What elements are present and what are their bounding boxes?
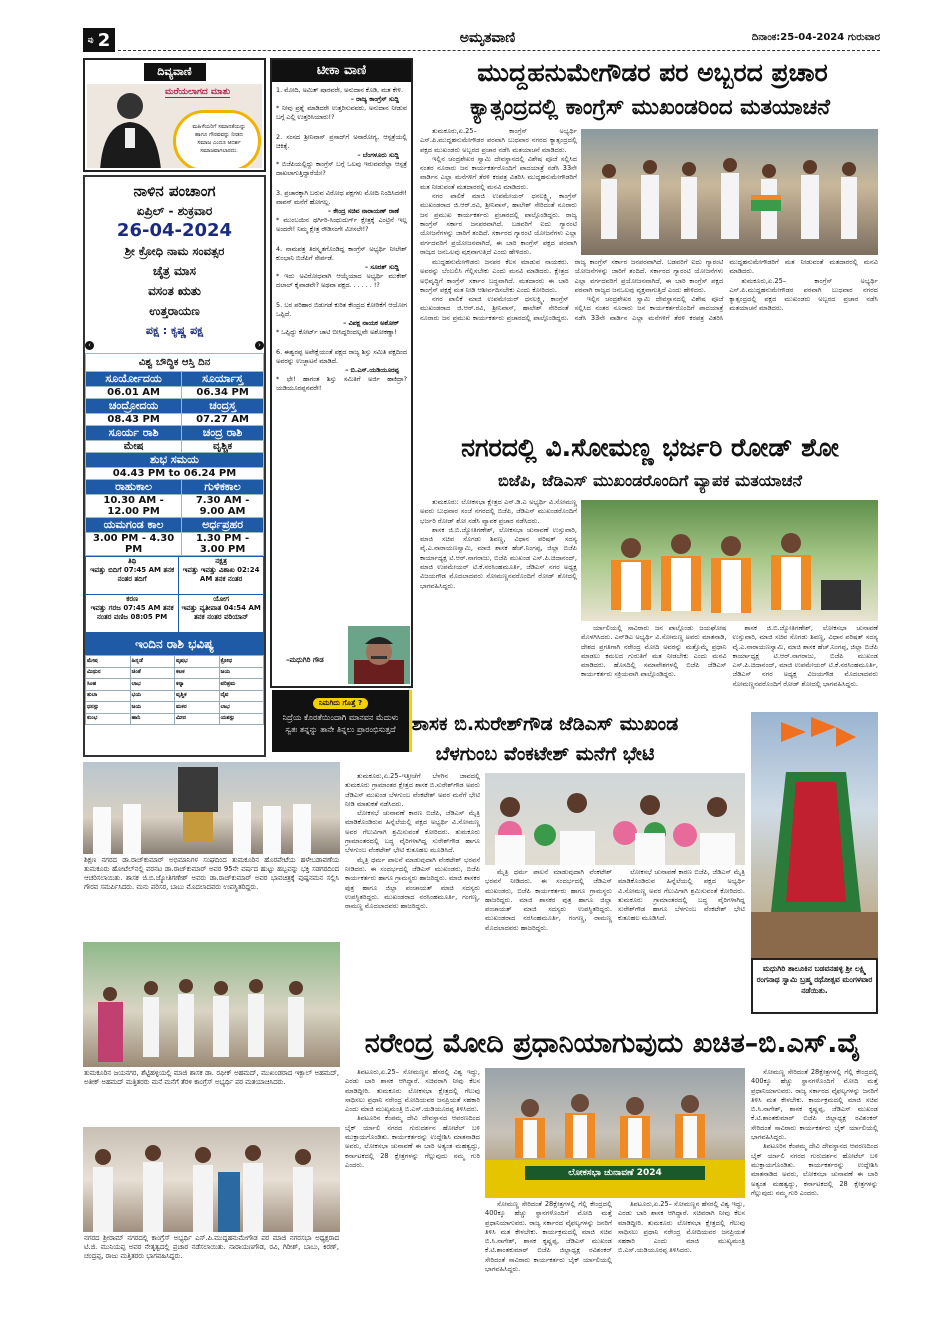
moonset-time: 07.27 AM	[182, 414, 264, 426]
ardha-label: ಅರ್ಧಪ್ರಹರ	[182, 518, 264, 533]
ayana: ಉತ್ತರಾಯಣ	[149, 304, 200, 318]
rahu-label: ರಾಹುಕಾಲ	[86, 480, 182, 495]
article2-body-cont: ರ್ಯಾಲಿಯಲ್ಲಿ ಸಾವಿರಾರು ಜನ ಪಾಲ್ಗೊಂಡು ಜಯಘೋಷ ಮೊಳಗಿಸಿದರು. ಎನ್‌ಡಿಎ ಅಭ್ಯರ್ಥಿ ವಿ.ಸೋಮಣ್ಣ ಅವರು ಮಾತನಾಡಿ, ದೇಶದ ಪ್ರಗತಿಗಾಗಿ ನರೇಂದ್ರ ಮೋದಿ ಅವರನ್ನು ಮತ್ತೊಮ್ಮೆ ಪ್ರಧಾನಿ ಮಾಡಲು ಕಮಲದ ಗುರುತಿಗೆ ಮತ ನೀಡಬೇಕು ಎಂದು ಮನವಿ ಮಾಡಿದರು. ಹೊಸದಿಲ್ಲಿ ಸಮಾವೇಶಗಳಲ್ಲಿ ಬಿಜೆಪಿ ಜೆಡಿಎಸ್ ಕಾರ್ಯಕರ್ತರು ಸಕ್ರಿಯವಾಗಿ ಪಾಲ್ಗೊಂಡಿದ್ದರು. ಶಾಸಕ ಜಿ.ಬಿ.ಜ್ಯೋತಿಗಣೇಶ್, ಲೋಕಸಭಾ ಚುನಾವಣೆ ಉಸ್ತುವಾರಿ, ಮಾಜಿ ಸಚಿವ ಸೊಗಡು ಶಿವಣ್ಣ, ವಿಧಾನ ಪರಿಷತ್ ಸದಸ್ಯ ವೈ.ಎ.ನಾರಾಯಣಸ್ವಾಮಿ, ಮಾಜಿ ಶಾಸಕ ಹೆಚ್.ನಿಂಗಪ್ಪ, ಜಿಲ್ಲಾ ಬಿಜೆಪಿ ಕಾರ್ಯಾಧ್ಯಕ್ಷ ಟಿ.ಆರ್.ನಾಗರಾಜು, ಬಿಜೆಪಿ ಮುಖಂಡ ಎಸ್.ಪಿ.ಚಿದಾನಂದ್, ಮಾಜಿ ಉಪಮೇಯರ್ ಟಿ.ಕೆ.ನರಸಿಂಹಮೂರ್ತಿ, ಜೆಡಿಎಸ್ ನಗರ ಅಧ್ಯಕ್ಷ ವಿಜಯಗೌಡ ಮೊದಲಾದವರು ಸೋಮಣ್ಣನವರೊಂದಿಗೆ ರೋಡ್ ಶೋದಲ್ಲಿ ಭಾಗವಹಿಸಿದ್ದರು.	[581, 624, 878, 688]
chariot-festival-photo	[751, 712, 878, 958]
rashi-title: ಇಂದಿನ ರಾಶಿ ಭವಿಷ್ಯ	[85, 633, 264, 655]
chandra-rashi-label: ಚಂದ್ರ ರಾಶಿ	[182, 426, 264, 441]
campaign-photo-left	[83, 942, 340, 1067]
rashi-cell: ಜಯ	[130, 702, 175, 714]
sunrise-time: 06.01 AM	[86, 387, 182, 399]
rashi-cell: ಮೇಷ	[86, 656, 131, 668]
rashi-cell: ಹಾನಿ	[130, 713, 175, 725]
moonset-label: ಚಂದ್ರಸ್ತ	[182, 399, 264, 414]
quote-card	[87, 84, 262, 168]
rashi-cell: ಕುಂಭ	[86, 713, 131, 725]
portrait-image	[95, 84, 165, 168]
teeka-quote: 4. ನಾಮಪತ್ರ ತಿರಸ್ಕೃತಗೊಂಡಿದ್ದ ಕಾಂಗ್ರೆಸ್ ಅಭ್ಯರ್ಥಿ ನೀಲೇಶ್ ಕುಂಭಾನಿ ಬಿಜೆಪಿಗೆ ಸೇರ್ಪಡೆ.	[276, 245, 407, 262]
page-number: ಪು 2	[83, 28, 115, 52]
teeka-quote: 2. ಸಂಸದ ಶ್ರೀನಿವಾಸ್ ಪ್ರಸಾದ್‌ಗೆ ಅನಾರೋಗ್ಯ, ಆಸ್ಪತ್ರೆಯಲ್ಲಿ ಚಿಕಿತ್ಸೆ.	[276, 133, 407, 150]
paksha: ಪಕ್ಷ : ಕೃಷ್ಣ ಪಕ್ಷ	[145, 324, 204, 337]
ritu: ವಸಂತ ಋತು	[148, 284, 201, 298]
karana-label: ಕರಣ	[126, 595, 139, 603]
teeka-quote: 6. ಈಶ್ವರಪ್ಪ ಅಪೇಕ್ಷೆಯಂತೆ ಪಕ್ಷದ ರಾಜ್ಯ ಶಿಸ್ತು ಸಮಿತಿ ಪಕ್ಷದಿಂದ ಅವರನ್ನು ಉಚ್ಛಾಟನೆ ಮಾಡಿದೆ.	[276, 348, 407, 365]
quote-text: ಮಹಿಳೆಯರಿಗೆ ಸಮಾನತೆಯನ್ನು ಹಾಗೂ ಗೌರವವನ್ನು ನೀಡದ ಸಮಾಜ ಎಂದೂ ಆದರ್ಶ ಸಮಾಜವಾಗಲಾರದು.	[173, 110, 261, 168]
header-divider	[118, 50, 880, 51]
yoga-value: ಇವತ್ತು ವ್ಯತೀಪಾತ 04:54 AM ತನಕ ನಂತರ ವರಿಯಾನ್	[181, 604, 261, 621]
campaign-photo-left-2	[83, 1127, 340, 1232]
rashi-cell: ವೃಶ್ಚಿಕ	[175, 690, 220, 702]
divyavani-subtitle: ಮರೆಯಲಾಗದ ಮಾತು	[165, 87, 231, 97]
article3-headline-line1: ಶಾಸಕ ಬಿ.ಸುರೇಶ್‌ಗೌಡ ಜೆಡಿಎಸ್ ಮುಖಂಡ	[411, 713, 679, 735]
yama-time: 3.00 PM - 4.30 PM	[86, 533, 182, 556]
fact-title: ನಿಮಗಿದು ಗೊತ್ತೆ ?	[313, 698, 368, 709]
article2-photo	[581, 500, 878, 621]
teeka-quote: 1. ಮೋದಿ, ಅಮಿತ್ ಷಾರವರೇ, ಅನುದಾನ ಕೊಡಿ, ಮತ ಕೇಳಿ.	[276, 86, 404, 94]
panchanga-title: ನಾಳಿನ ಪಂಚಾಂಗ	[133, 182, 216, 200]
article1-headline: ಮುದ್ದಹನುಮೇಗೌಡರ ಪರ ಅಬ್ಬರದ ಪ್ರಚಾರ	[477, 58, 828, 87]
bus-banner: ಲೋಕಸಭಾ ಚುನಾವಣೆ 2024	[525, 1166, 705, 1180]
ardha-time: 1.30 PM - 3.00 PM	[182, 533, 264, 556]
panchanga-date: 26-04-2024	[116, 220, 233, 241]
rashi-table	[85, 655, 264, 725]
masthead: ಅಮೃತವಾಣಿ	[459, 30, 516, 46]
rashi-cell: ಮಕರ	[175, 702, 220, 714]
rashi-cell: ಲಾಭ	[219, 702, 264, 714]
rashi-row	[86, 667, 264, 679]
rashi-cell: ಯಶಸ್ಸು	[219, 713, 264, 725]
rashi-cell: ವೃಷಭ	[175, 656, 220, 668]
teeka-item	[276, 348, 407, 393]
rahu-time: 10.30 AM - 12.00 PM	[86, 495, 182, 518]
article3-body-cont: ಮೈತ್ರಿ ಧರ್ಮ ಪಾಲನೆ ಮಾಡುವುದಾಗಿ ವೆಂಕಟೇಶ್ ಭರವಸೆ ನೀಡಿದರು. ಈ ಸಂದರ್ಭದಲ್ಲಿ ಜೆಡಿಎಸ್ ಮುಖಂಡರು, ಬಿಜೆಪಿ ಕಾರ್ಯಕರ್ತರು ಹಾಗೂ ಗ್ರಾಮಸ್ಥರು ಹಾಜರಿದ್ದರು. ಮಾಜಿ ಶಾಸಕರ ಪುತ್ರ ಹಾಗೂ ಜಿಲ್ಲಾ ಪಂಚಾಯತ್ ಮಾಜಿ ಸದಸ್ಯರು ಉಪಸ್ಥಿತರಿದ್ದರು. ಮುಖಂಡರಾದ ನರಸಿಂಹಮೂರ್ತಿ, ಗಂಗಣ್ಣ, ರಾಮಣ್ಣ ಮೊದಲಾದವರು ಹಾಜರಿದ್ದರು. ಲೋಕಸಭೆ ಚುನಾವಣೆ ಕಾರಣ ಬಿಜೆಪಿ, ಜೆಡಿಎಸ್ ಮೈತ್ರಿ ಮಾಡಿಕೊಂಡಿರುವ ಹಿನ್ನೆಲೆಯಲ್ಲಿ ಪಕ್ಷದ ಅಭ್ಯರ್ಥಿ ವಿ.ಸೋಮಣ್ಣ ಅವರ ಗೆಲುವಿಗಾಗಿ ಶ್ರಮಿಸುವಂತೆ ಕೋರಿದರು. ತುಮಕೂರು ಗ್ರಾಮಾಂತರದಲ್ಲಿ ಬದ್ಧ ವೈರಿಗಳಾಗಿದ್ದ ಸುರೇಶ್‌ಗೌಡ ಹಾಗೂ ಬೆಳಗುಂಬ ವೆಂಕಟೇಶ್ ಭೇಟಿ ಕುತೂಹಲ ಮೂಡಿಸಿದೆ.	[485, 868, 745, 932]
masa: ಚೈತ್ರ ಮಾಸ	[153, 264, 196, 278]
sunset-time: 06.34 PM	[182, 387, 264, 399]
article1-body-cont: ಮುದ್ದಹನುಮೇಗೌಡರು ಜನಪರ ಕೆಲಸ ಮಾಡುವ ನಾಯಕರು. ಅವರನ್ನು ಬೆಂಬಲಿಸಿ ಗೆಲ್ಲಿಸಬೇಕು ಎಂದು ಮನವಿ ಮಾಡಿದರು. ಕ್ಷೇತ್ರದ ಅಭಿವೃದ್ಧಿಗೆ ಕಾಂಗ್ರೆಸ್ ಸರ್ಕಾರ ಬದ್ಧವಾಗಿದೆ. ಮತದಾರರು ಈ ಬಾರಿ ಕಾಂಗ್ರೆಸ್ ಪಕ್ಷಕ್ಕೆ ಮತ ನೀಡಿ ಆಶೀರ್ವದಿಸಬೇಕು ಎಂದು ಕೋರಿದರು. ನಗರ ಪಾಲಿಕೆ ಮಾಜಿ ಉಪಮೇಯರ್ ಧನಲಕ್ಷ್ಮಿ, ಕಾಂಗ್ರೆಸ್ ಮುಖಂಡರಾದ ಜಿ.ಆರ್.ರವಿ, ಶ್ರೀನಿವಾಸ್, ಹಾಲೇಶ್ ಸೇರಿದಂತೆ ನೂರಾರು ಜನ ಪ್ರಮುಖ ಕಾರ್ಯಕರ್ತರು ಪ್ರಚಾರದಲ್ಲಿ ಪಾಲ್ಗೊಂಡಿದ್ದರು. ರಾಜ್ಯ ಕಾಂಗ್ರೆಸ್ ಸರ್ಕಾರ ಜನಪರವಾಗಿದೆ. ಬಡವರಿಗೆ ಐದು ಗ್ಯಾರಂಟಿ ಯೋಜನೆಗಳನ್ನು ಜಾರಿಗೆ ತಂದಿದೆ. ಸರ್ಕಾರದ ಗ್ಯಾರಂಟಿ ಯೋಜನೆಗಳು ಎಲ್ಲಾ ವರ್ಗದವರಿಗೆ ಪ್ರಯೋಜನವಾಗಿದೆ, ಈ ಬಾರಿ ಕಾಂಗ್ರೆಸ್ ಪಕ್ಷದ ಪರವಾಗಿ ರಾಜ್ಯದ ಜನಒಲವು ವ್ಯಕ್ತವಾಗುತ್ತಿದೆ ಎಂದು ಹೇಳಿದರು. ಇಲ್ಲಿನ ಚಂದ್ರಶೇಖರ ಸ್ವಾಮಿ ದೇವಸ್ಥಾನದಲ್ಲಿ ವಿಶೇಷ ಪೂಜೆ ಸಲ್ಲಿಸಿದ ನಂತರ ನೂರಾರು ಜನ ಕಾರ್ಯಕರ್ತರೊಂದಿಗೆ ಪಾದಯಾತ್ರೆ ನಡೆಸಿ 33ನೇ ವಾರ್ಡಿನ ಎಲ್ಲಾ ಮನೆಗಳಿಗೆ ತೆರಳಿ ಕರಪತ್ರ ವಿತರಿಸಿ ಮುದ್ದಹನುಮೇಗೌಡರಿಗೆ ಮತ ನೀಡುವಂತೆ ಮತದಾರರಲ್ಲಿ ಮನವಿ ಮಾಡಿದರು. ತುಮಕೂರು,ಏ.25– ಕಾಂಗ್ರೆಸ್ ಅಭ್ಯರ್ಥಿ ಎಸ್.ಪಿ.ಮುದ್ದಹನುಮೇಗೌಡರ ಪರವಾಗಿ ಬುಧವಾರ ನಗರದ ಕ್ಯಾತ್ಸಂದ್ರದಲ್ಲಿ ಪಕ್ಷದ ಮುಖಂಡರು ಅಬ್ಬರದ ಪ್ರಚಾರ ನಡೆಸಿ ಮತಯಾಚನೆ ಮಾಡಿದರು.	[420, 258, 878, 322]
moonrise-time: 08.43 PM	[86, 414, 182, 426]
article4-body-cont: ಸೋಮಣ್ಣ ಸೇರಿದಂತೆ 28ಕ್ಷೇತ್ರಗಳಲ್ಲಿ ಗೆಲ್ಲಿ ಕೇಂದ್ರದಲ್ಲಿ 400ಕ್ಕೂ ಹೆಚ್ಚು ಸ್ಥಾನಗಳೊಂದಿಗೆ ಮೋದಿ ಮತ್ತೆ ಪ್ರಧಾನಿಯಾಗುವರು. ರಾಜ್ಯ ಸರ್ಕಾರದ ವೈಫಲ್ಯಗಳನ್ನು ಜನರಿಗೆ ತಿಳಿಸಿ ಮತ ಕೇಳಬೇಕು. ಕಾರ್ಯಕ್ರಮದಲ್ಲಿ ಮಾಜಿ ಸಚಿವ ಬಿ.ಸಿ.ನಾಗೇಶ್, ಶಾಸಕ ಕೃಷ್ಣಪ್ಪ, ಜೆಡಿಎಸ್ ಮುಖಂಡ ಕೆ.ಟಿ.ಶಾಂತಕುಮಾರ್ ಬಿಜೆಪಿ ಜಿಲ್ಲಾಧ್ಯಕ್ಷ ರವಿಶಂಕರ್ ಸೇರಿದಂತೆ ಸಾವಿರಾರು ಕಾರ್ಯಕರ್ತರು ಬೈಕ್ ರ್ಯಾಲಿಯಲ್ಲಿ ಭಾಗವಹಿಸಿದ್ದರು. ತಿಪಟೂರು,ಏ.25– ಸೋಮಣ್ಣನ ಹೆಸರಲ್ಲಿ ವಿಶ್ವ ಇದ್ದು, ಎರಡು ಬಾರಿ ಶಾಸಕ ಆಗಿದ್ದಾರೆ. ಸಚಿವರಾಗಿ ನೀವು ಕೆಲಸ ಮಾಡಿದ್ದೀರಿ. ತುಮಕೂರು ಲೋಕಸಭಾ ಕ್ಷೇತ್ರದಲ್ಲಿ ಗೆಲುವು ಸಾಧಿಸಲು ಪ್ರಧಾನಿ ನರೇಂದ್ರ ಮೋದಿಯವರ ಜನಪ್ರಿಯತೆ ಸಹಕಾರಿ ಎಂದು ಮಾಜಿ ಮುಖ್ಯಮಂತ್ರಿ ಬಿ.ಎಸ್.ಯಡಿಯೂರಪ್ಪ ತಿಳಿಸಿದರು.	[485, 1200, 745, 1274]
nakshatra-value: ಇವತ್ತು ಇವತ್ತು ವಿಶಾಖ 02:24 AM ತನಕ ನಂತರ	[182, 566, 260, 583]
rashi-cell: ಹಿನ್ನಡೆ	[130, 656, 175, 668]
article3-body: ತುಮಕೂರು,ಏ.25–ಇತ್ತೀಚೆಗೆ ಬೆಳಗಿನ ಜಾವದಲ್ಲಿ ತುಮಕೂರು ಗ್ರಾಮಾಂತರ ಕ್ಷೇತ್ರದ ಶಾಸಕ ಬಿ.ಸುರೇಶ್‌ಗೌಡ ಅವರು ಜೆಡಿಎಸ್ ಮುಖಂಡ ಬೆಳಗುಂಬ ವೆಂಕಟೇಶ್ ಅವರ ಮನೆಗೆ ಭೇಟಿ ನೀಡಿ ಮಾತುಕತೆ ನಡೆಸಿದರು. ಲೋಕಸಭೆ ಚುನಾವಣೆ ಕಾರಣ ಬಿಜೆಪಿ, ಜೆಡಿಎಸ್ ಮೈತ್ರಿ ಮಾಡಿಕೊಂಡಿರುವ ಹಿನ್ನೆಲೆಯಲ್ಲಿ ಪಕ್ಷದ ಅಭ್ಯರ್ಥಿ ವಿ.ಸೋಮಣ್ಣ ಅವರ ಗೆಲುವಿಗಾಗಿ ಶ್ರಮಿಸುವಂತೆ ಕೋರಿದರು. ತುಮಕೂರು ಗ್ರಾಮಾಂತರದಲ್ಲಿ ಬದ್ಧ ವೈರಿಗಳಾಗಿದ್ದ ಸುರೇಶ್‌ಗೌಡ ಹಾಗೂ ಬೆಳಗುಂಬ ವೆಂಕಟೇಶ್ ಭೇಟಿ ಕುತೂಹಲ ಮೂಡಿಸಿದೆ. ಮೈತ್ರಿ ಧರ್ಮ ಪಾಲನೆ ಮಾಡುವುದಾಗಿ ವೆಂಕಟೇಶ್ ಭರವಸೆ ನೀಡಿದರು. ಈ ಸಂದರ್ಭದಲ್ಲಿ ಜೆಡಿಎಸ್ ಮುಖಂಡರು, ಬಿಜೆಪಿ ಕಾರ್ಯಕರ್ತರು ಹಾಗೂ ಗ್ರಾಮಸ್ಥರು ಹಾಜರಿದ್ದರು. ಮಾಜಿ ಶಾಸಕರ ಪುತ್ರ ಹಾಗೂ ಜಿಲ್ಲಾ ಪಂಚಾಯತ್ ಮಾಜಿ ಸದಸ್ಯರು ಉಪಸ್ಥಿತರಿದ್ದರು. ಮುಖಂಡರಾದ ನರಸಿಂಹಮೂರ್ತಿ, ಗಂಗಣ್ಣ, ರಾಮಣ್ಣ ಮೊದಲಾದವರು ಹಾಜರಿದ್ದರು.	[345, 772, 480, 911]
tithi-value: ಇವತ್ತು ಬಿದಿಗೆ 07:45 AM ತನಕ ನಂತರ ತದಿಗೆ	[90, 566, 175, 583]
panchanga-month-day: ಏಪ್ರಿಲ್ - ಶುಕ್ರವಾರ	[136, 204, 213, 218]
article2-subheadline: ಬಿಜೆಪಿ, ಜೆಡಿಎಸ್ ಮುಖಂಡರೊಂದಿಗೆ ವ್ಯಾಪಕ ಮತಯಾಚನೆ	[498, 471, 802, 490]
divyavani-title: ದಿವ್ಯವಾಣಿ	[144, 63, 206, 81]
rashi-cell: ಲಾಭ	[130, 679, 175, 691]
issue-date: ದಿನಾಂಕ:25-04-2024 ಗುರುವಾರ	[751, 32, 880, 43]
article1-photo	[581, 129, 878, 255]
yoga-label: ಯೋಗ	[213, 595, 230, 603]
caption-right1-box	[751, 958, 878, 1014]
rashi-row	[86, 702, 264, 714]
article2-headline: ನಗರದಲ್ಲಿ ವಿ.ಸೋಮಣ್ಣ ಭರ್ಜರಿ ರೋಡ್ ಶೋ	[461, 433, 839, 462]
rashi-row	[86, 679, 264, 691]
rashi-cell: ಮೀನ	[175, 713, 220, 725]
rajkumar-birthday-photo	[83, 762, 340, 854]
panchanga-table	[85, 353, 264, 556]
tithi-label: ತಿಥಿ	[128, 557, 137, 565]
article4-body: ತಿಪಟೂರು,ಏ.25– ಸೋಮಣ್ಣನ ಹೆಸರಲ್ಲಿ ವಿಶ್ವ ಇದ್ದು, ಎರಡು ಬಾರಿ ಶಾಸಕ ಆಗಿದ್ದಾರೆ. ಸಚಿವರಾಗಿ ನೀವು ಕೆಲಸ ಮಾಡಿದ್ದೀರಿ. ತುಮಕೂರು ಲೋಕಸಭಾ ಕ್ಷೇತ್ರದಲ್ಲಿ ಗೆಲುವು ಸಾಧಿಸಲು ಪ್ರಧಾನಿ ನರೇಂದ್ರ ಮೋದಿಯವರ ಜನಪ್ರಿಯತೆ ಸಹಕಾರಿ ಎಂದು ಮಾಜಿ ಮುಖ್ಯಮಂತ್ರಿ ಬಿ.ಎಸ್.ಯಡಿಯೂರಪ್ಪ ತಿಳಿಸಿದರು. ತಿಪಟೂರಿನ ಕೆಂಪಮ್ಮ ದೇವಿ ದೇವಸ್ಥಾನದ ಆವರಣದಿಂದ ಬೈಕ್ ರ್ಯಾಲಿ ನಗರದ ಗುರುದರ್ಶನ ಹೋಟೆಲ್ ಬಳಿ ಮುಕ್ತಾಯಗೊಂಡಿತು. ಕಾರ್ಯಕರ್ತರನ್ನು ಉದ್ದೇಶಿಸಿ ಮಾತನಾಡಿದ ಅವರು, ಲೋಕಸಭಾ ಚುನಾವಣೆ ಈ ಬಾರಿ ಅತ್ಯಂತ ಮಹತ್ವದ್ದು, ಕರ್ನಾಟಕದಲ್ಲಿ 28 ಕ್ಷೇತ್ರಗಳನ್ನು ಗೆಲ್ಲುವುದು ನಮ್ಮ ಗುರಿ ಎಂದರು.	[345, 1068, 480, 1169]
article3-headline-line2: ಬೆಳಗುಂಬ ವೆಂಕಟೇಶ್ ಮನೆಗೆ ಭೇಟಿ	[435, 743, 655, 765]
prev-arrow-icon[interactable]: ‹	[85, 341, 94, 350]
rashi-cell: ಕಟಕ	[175, 667, 220, 679]
rashi-row	[86, 656, 264, 668]
teeka-source: – ರಾಜ್ಯ ಕಾಂಗ್ರೆಸ್ ಸುದ್ದಿ	[350, 95, 399, 103]
teeka-source: – ವಿಪಕ್ಷ ನಾಯಕ ಅಶೋಕ್	[343, 319, 399, 327]
caption-left1: ಶಿಕ್ಷಣ ನಗರದ ಡಾ.ರಾಜ್‌ಕುಮಾರ್ ಅಭಿಮಾನಿಗಳ ಸಂಘದಿಂದ ತುಮಕೂರಿನ ಹೊರಪೇಟೆಯ ಹಳೇಬಡಾವಣೆಯ ತುಮಕೂರು ಹೋಟೆಲ್‌ನಲ್ಲಿ ವರನಟ ಡಾ.ರಾಜ್‌ಕುಮಾರ್ ಅವರ 95ನೇ ವರ್ಷದ ಹುಟ್ಟು ಹಬ್ಬವನ್ನು ಭಕ್ತಿ ಸಡಗರದಿಂದ ಆಚರಿಸಲಾಯಿತು. ಶಾಸಕ ಜಿ.ಬಿ.ಜ್ಯೋತಿಗಣೇಶ್ ಅವರು ಡಾ.ರಾಜ್‌ಕುಮಾರ್ ಅವರ ಭಾವಚಿತ್ರಕ್ಕೆ ಪುಷ್ಪನಮನ ಸಲ್ಲಿಸಿ ಗೌರವ ಸಮರ್ಪಿಸಿದರು. ಮನು ಪರಿಸರ, ಬಾಬು ಮೊದಲಾದವರು ಉಪಸ್ಥಿತರಿದ್ದರು.	[84, 856, 339, 891]
caption-left2: ತುಮಕೂರಿನ ಜಯನಗರ, ಶೆಟ್ಟಿಹಳ್ಳಿಯಲ್ಲಿ ಮಾಜಿ ಶಾಸಕ ಡಾ. ರಫೀಕ್ ಅಹಮದ್, ಮುಖಂಡರಾದ ಇಕ್ಬಾಲ್ ಅಹಮದ್, ಅತೀಕ್ ಅಹಮದ್ ಮತ್ತಿತರರು ಮನೆ ಮನೆಗೆ ತೆರಳಿ ಕಾಂಗ್ರೆಸ್ ಅಭ್ಯರ್ಥಿ ಪರ ಮತಯಾಚಿಸಿದರು.	[84, 1069, 339, 1086]
karana-value: ಇವತ್ತು ಗರಜ 07:45 AM ತನಕ ನಂತರ ವಣಿಜ 08:05 PM	[90, 604, 174, 621]
article1-body: ತುಮಕೂರು,ಏ.25– ಕಾಂಗ್ರೆಸ್ ಅಭ್ಯರ್ಥಿ ಎಸ್.ಪಿ.ಮುದ್ದಹನುಮೇಗೌಡರ ಪರವಾಗಿ ಬುಧವಾರ ನಗರದ ಕ್ಯಾತ್ಸಂದ್ರದಲ್ಲಿ ಪಕ್ಷದ ಮುಖಂಡರು ಅಬ್ಬರದ ಪ್ರಚಾರ ನಡೆಸಿ ಮತಯಾಚನೆ ಮಾಡಿದರು. ಇಲ್ಲಿನ ಚಂದ್ರಶೇಖರ ಸ್ವಾಮಿ ದೇವಸ್ಥಾನದಲ್ಲಿ ವಿಶೇಷ ಪೂಜೆ ಸಲ್ಲಿಸಿದ ನಂತರ ನೂರಾರು ಜನ ಕಾರ್ಯಕರ್ತರೊಂದಿಗೆ ಪಾದಯಾತ್ರೆ ನಡೆಸಿ 33ನೇ ವಾರ್ಡಿನ ಎಲ್ಲಾ ಮನೆಗಳಿಗೆ ತೆರಳಿ ಕರಪತ್ರ ವಿತರಿಸಿ ಮುದ್ದಹನುಮೇಗೌಡರಿಗೆ ಮತ ನೀಡುವಂತೆ ಮತದಾರರಲ್ಲಿ ಮನವಿ ಮಾಡಿದರು. ನಗರ ಪಾಲಿಕೆ ಮಾಜಿ ಉಪಮೇಯರ್ ಧನಲಕ್ಷ್ಮಿ, ಕಾಂಗ್ರೆಸ್ ಮುಖಂಡರಾದ ಜಿ.ಆರ್.ರವಿ, ಶ್ರೀನಿವಾಸ್, ಹಾಲೇಶ್ ಸೇರಿದಂತೆ ನೂರಾರು ಜನ ಪ್ರಮುಖ ಕಾರ್ಯಕರ್ತರು ಪ್ರಚಾರದಲ್ಲಿ ಪಾಲ್ಗೊಂಡಿದ್ದರು. ರಾಜ್ಯ ಕಾಂಗ್ರೆಸ್ ಸರ್ಕಾರ ಜನಪರವಾಗಿದೆ. ಬಡವರಿಗೆ ಐದು ಗ್ಯಾರಂಟಿ ಯೋಜನೆಗಳನ್ನು ಜಾರಿಗೆ ತಂದಿದೆ. ಸರ್ಕಾರದ ಗ್ಯಾರಂಟಿ ಯೋಜನೆಗಳು ಎಲ್ಲಾ ವರ್ಗದವರಿಗೆ ಪ್ರಯೋಜನವಾಗಿದೆ, ಈ ಬಾರಿ ಕಾಂಗ್ರೆಸ್ ಪಕ್ಷದ ಪರವಾಗಿ ರಾಜ್ಯದ ಜನಒಲವು ವ್ಯಕ್ತವಾಗುತ್ತಿದೆ ಎಂದು ಹೇಳಿದರು.	[420, 127, 577, 255]
next-arrow-icon[interactable]: ›	[255, 341, 264, 350]
rashi-cell: ತುಲಾ	[86, 690, 131, 702]
rashi-cell: ಧನಸ್ಸು	[86, 702, 131, 714]
gulika-time: 7.30 AM - 9.00 AM	[182, 495, 264, 518]
surya-rashi: ಮೇಷ	[86, 441, 182, 453]
chandra-rashi: ವೃಶ್ಚಿಕ	[182, 441, 264, 453]
teeka-item	[276, 86, 407, 122]
rashi-cell: ಮಿಥುನ	[86, 667, 131, 679]
author-photo	[348, 626, 410, 684]
rashi-cell: ಚಿಂತೆ	[130, 667, 175, 679]
caption-right1: ಮಧುಗಿರಿ ತಾಲೂಕಿನ ಬಡವನಹಳ್ಳಿ ಶ್ರೀ ಲಕ್ಷ್ಮಿ ರಂಗನಾಥ ಸ್ವಾಮಿ ಬ್ರಹ್ಮ ರಥೋತ್ಸವ ಮಂಗಳವಾರ ನಡೆಯಿತು.	[756, 964, 873, 995]
author-name: –ಮಧುಗಿರಿ ಗೌಡ	[286, 656, 324, 664]
teeka-retort: * ನೀವು ಪ್ರಶ್ನೆ ಮಾಡಿದರೇ ಉತ್ತರಿಸುವವರು, ಅನುದಾನ ನೀಡುವ ಬಗ್ಗೆ ಎಲ್ಲಿ ಉತ್ತರಿಸಿಯಾರು!?	[276, 104, 407, 121]
tithi-table	[85, 556, 264, 633]
teeka-source: – ಬಿ.ಎಸ್.ಯಡಿಯೂರಪ್ಪ	[345, 366, 399, 374]
teeka-retort: * ಬಿಜೆಪಿಯಲ್ಲಿದ್ದು ಕಾಂಗ್ರೆಸ್ ಬಗ್ಗೆ ಒಲವು ಇರುವವರೆಲ್ಲಾ ಆಸ್ಪತ್ರೆ ದಾಖಲಾಗುತ್ತಿದ್ದಾರೆಯೇ?	[276, 160, 407, 177]
teeka-retort: * ಇದು ಅವಿರೋಧವಾಗಿ ಆಯ್ಕೆಯಾದ ಅಭ್ಯರ್ಥಿ ಮುಕೇಶ್ ದಲಾಲ್ ಕೈವಾಡವೇ? ಅಥವಾ ಪಕ್ಷದ. . . . . . !?	[276, 272, 407, 289]
shubha-time: 04.43 PM to 06.24 PM	[86, 468, 264, 480]
rashi-cell: ಕ್ರೋಧ	[219, 656, 264, 668]
article4-photo	[485, 1068, 745, 1198]
surya-rashi-label: ಸೂರ್ಯ ರಾಶಿ	[86, 426, 182, 441]
teeka-item	[276, 245, 407, 290]
article4-body-right: ಸೋಮಣ್ಣ ಸೇರಿದಂತೆ 28ಕ್ಷೇತ್ರಗಳಲ್ಲಿ ಗೆಲ್ಲಿ ಕೇಂದ್ರದಲ್ಲಿ 400ಕ್ಕೂ ಹೆಚ್ಚು ಸ್ಥಾನಗಳೊಂದಿಗೆ ಮೋದಿ ಮತ್ತೆ ಪ್ರಧಾನಿಯಾಗುವರು. ರಾಜ್ಯ ಸರ್ಕಾರದ ವೈಫಲ್ಯಗಳನ್ನು ಜನರಿಗೆ ತಿಳಿಸಿ ಮತ ಕೇಳಬೇಕು. ಕಾರ್ಯಕ್ರಮದಲ್ಲಿ ಮಾಜಿ ಸಚಿವ ಬಿ.ಸಿ.ನಾಗೇಶ್, ಶಾಸಕ ಕೃಷ್ಣಪ್ಪ, ಜೆಡಿಎಸ್ ಮುಖಂಡ ಕೆ.ಟಿ.ಶಾಂತಕುಮಾರ್ ಬಿಜೆಪಿ ಜಿಲ್ಲಾಧ್ಯಕ್ಷ ರವಿಶಂಕರ್ ಸೇರಿದಂತೆ ಸಾವಿರಾರು ಕಾರ್ಯಕರ್ತರು ಬೈಕ್ ರ್ಯಾಲಿಯಲ್ಲಿ ಭಾಗವಹಿಸಿದ್ದರು. ತಿಪಟೂರಿನ ಕೆಂಪಮ್ಮ ದೇವಿ ದೇವಸ್ಥಾನದ ಆವರಣದಿಂದ ಬೈಕ್ ರ್ಯಾಲಿ ನಗರದ ಗುರುದರ್ಶನ ಹೋಟೆಲ್ ಬಳಿ ಮುಕ್ತಾಯಗೊಂಡಿತು. ಕಾರ್ಯಕರ್ತರನ್ನು ಉದ್ದೇಶಿಸಿ ಮಾತನಾಡಿದ ಅವರು, ಲೋಕಸಭಾ ಚುನಾವಣೆ ಈ ಬಾರಿ ಅತ್ಯಂತ ಮಹತ್ವದ್ದು, ಕರ್ನಾಟಕದಲ್ಲಿ 28 ಕ್ಷೇತ್ರಗಳನ್ನು ಗೆಲ್ಲುವುದು ನಮ್ಮ ಗುರಿ ಎಂದರು.	[751, 1068, 878, 1197]
teeka-quote: 3. ಪ್ರಚಾರಕ್ಕಾಗಿ ಬರುವ ವಿರೋಧ ಪಕ್ಷಗಳು ಮೋದಿ ನಿಂದಿಸಿದರೇ! ವಾಪಸ್ ಮನೆಗೆ ಹೋಗಲ್ಲ.	[276, 189, 407, 206]
panchanga-box	[83, 175, 266, 757]
article1-subheadline: ಕ್ಯಾತ್ಸಂದ್ರದಲ್ಲಿ ಕಾಂಗ್ರೆಸ್ ಮುಖಂಡರಿಂದ ಮತಯಾಚನೆ	[469, 95, 831, 120]
rashi-row	[86, 690, 264, 702]
rashi-cell: ಜಯ	[219, 667, 264, 679]
rashi-cell: ಪರಿಶ್ರಮ	[219, 679, 264, 691]
rashi-cell: ಸಿಂಹ	[86, 679, 131, 691]
shubha-label: ಶುಭ ಸಮಯ	[86, 453, 264, 468]
rashi-cell: ದೈವ	[219, 690, 264, 702]
teeka-retort: * ಮುಂಬಯಿನ ಥರ್ಗಿರಿ-ಸಿಂಧುದುರ್ಗ್ ಕ್ಷೇತ್ರಕ್ಕೆ ಎಂಟ್ರಿನೆ ಇಲ್ಲ ಅಂದರೇ! ನಿಮ್ಮ ಕ್ಷೇತ್ರ ರೌಡಿಸಂಗೇ ಮೀಸಲೇ!?	[276, 216, 407, 233]
rashi-cell: ಕನ್ಯಾ	[175, 679, 220, 691]
special-day: ವಿಶ್ವ ಬೌದ್ಧಿಕ ಆಸ್ತಿ ದಿನ	[86, 354, 264, 372]
article2-body: ತುಮಕೂರು: ಲೋಕಸಭಾ ಕ್ಷೇತ್ರದ ಎನ್.ಡಿ.ಎ ಅಭ್ಯರ್ಥಿ ವಿ.ಸೋಮಣ್ಣ ಅವರು ಬುಧವಾರ ಸಂಜೆ ನಗರದಲ್ಲಿ ಬಿಜೆಪಿ, ಜೆಡಿಎಸ್ ಮುಖಂಡರೊಂದಿಗೆ ಭರ್ಜರಿ ರೋಡ್ ಶೋ ನಡೆಸಿ ವ್ಯಾಪಕ ಪ್ರಚಾರ ನಡೆಸಿದರು. ಶಾಸಕ ಜಿ.ಬಿ.ಜ್ಯೋತಿಗಣೇಶ್, ಲೋಕಸಭಾ ಚುನಾವಣೆ ಉಸ್ತುವಾರಿ, ಮಾಜಿ ಸಚಿವ ಸೊಗಡು ಶಿವಣ್ಣ, ವಿಧಾನ ಪರಿಷತ್ ಸದಸ್ಯ ವೈ.ಎ.ನಾರಾಯಣಸ್ವಾಮಿ, ಮಾಜಿ ಶಾಸಕ ಹೆಚ್.ನಿಂಗಪ್ಪ, ಜಿಲ್ಲಾ ಬಿಜೆಪಿ ಕಾರ್ಯಾಧ್ಯಕ್ಷ ಟಿ.ಆರ್.ನಾಗರಾಜು, ಬಿಜೆಪಿ ಮುಖಂಡ ಎಸ್.ಪಿ.ಚಿದಾನಂದ್, ಮಾಜಿ ಉಪಮೇಯರ್ ಟಿ.ಕೆ.ನರಸಿಂಹಮೂರ್ತಿ, ಜೆಡಿಎಸ್ ನಗರ ಅಧ್ಯಕ್ಷ ವಿಜಯಗೌಡ ಮೊದಲಾದವರು ಸೋಮಣ್ಣನವರೊಂದಿಗೆ ರೋಡ್ ಶೋದಲ್ಲಿ ಭಾಗವಹಿಸಿದ್ದರು.	[420, 498, 577, 590]
sunset-label: ಸೂರ್ಯಾಸ್ತ	[182, 372, 264, 387]
sunrise-label: ಸೂರ್ಯೋದಯ	[86, 372, 182, 387]
gulika-label: ಗುಳಿಕಕಾಲ	[182, 480, 264, 495]
divyavani-box	[83, 58, 266, 172]
teeka-quote: 5. ಬರ ಪರಿಹಾರ ಬಿಡುಗಡೆ ಕುರಿತ ಕೇಂದ್ರದ ಕೋರಿಕೆಗೆ ಆಯೋಗ ಒಪ್ಪಿದೆ.	[276, 301, 407, 318]
moonrise-label: ಚಂದ್ರೋದಯ	[86, 399, 182, 414]
teeka-item	[276, 189, 407, 234]
teeka-retort: * ಒಪ್ಪಿದ್ದು ಕೋರ್ಟ್ ಚಾಟಿ ಬೀಸಿದ್ದರಿಂದಲ್ಲವೇ ಅಶೋಕಣ್ಣಾ!	[276, 328, 397, 336]
teeka-vani-title: ಟೀಕಾ ವಾಣಿ	[272, 60, 411, 82]
samvatsara: ಶ್ರೀ ಕ್ರೋಧಿ ನಾಮ ಸಂವತ್ಸರ	[124, 244, 225, 258]
teeka-source: – ಕೇಂದ್ರ ಸಚಿವ ನಾರಾಯಣ್ ರಾಣೆ	[327, 207, 399, 215]
teeka-retort: * ಛೇ! ಹಾಗಂತ ಶಿಸ್ತು ಸಮಿತಿಗೆ ಅರ್ಜಿ ಹಾಕಿದ್ರಾ? ಯಡಿಯೂರಪ್ಪನವರೇ!	[276, 375, 407, 392]
teeka-vani-column	[270, 58, 413, 688]
article4-headline: ನರೇಂದ್ರ ಮೋದಿ ಪ್ರಧಾನಿಯಾಗುವುದು ಖಚಿತ–ಬಿ.ಎಸ್.ವೈ	[364, 1028, 861, 1059]
teeka-item	[276, 301, 407, 337]
yama-label: ಯಮಗಂಡ ಕಾಲ	[86, 518, 182, 533]
rashi-cell: ಭಯ	[130, 690, 175, 702]
fact-text: ನಿದ್ರೆಯ ಕೊರತೆಯಿಂದಾಗಿ ಮಾನವನ ಮೆದುಳು ಸ್ವತಃ ತನ್ನನ್ನು ತಾನೇ ತಿನ್ನಲು ಪ್ರಾರಂಭಿಸುತ್ತದೆ	[282, 713, 399, 734]
teeka-item	[276, 133, 407, 178]
article3-photo	[485, 773, 745, 865]
teeka-source: – ಬೆಂಗಳೂರು ಸುದ್ದಿ	[357, 151, 399, 159]
rashi-row	[86, 713, 264, 725]
teeka-source: – ಸೂರತ್ ಸುದ್ದಿ	[364, 263, 399, 271]
caption-left3: ನಗರದ ಶ್ರೀರಾಮ್ ನಗರದಲ್ಲಿ ಕಾಂಗ್ರೆಸ್ ಅಭ್ಯರ್ಥಿ ಎಸ್.ಪಿ.ಮುದ್ದಹನುಮೇಗೌಡ ಪರ ಮಾಜಿ ನಗರಸಭಾ ಅಧ್ಯಕ್ಷರಾದ ಟಿ.ಜಿ. ಮುನಿಯಪ್ಪ ಅವರ ನೇತೃತ್ವದಲ್ಲಿ ಪ್ರಚಾರ ನಡೆಸಲಾಯಿತು. ನಾರಾಯಣಗೌಡ, ರವಿ, ಗಿರೀಶ್, ಬಾಬು, ಕಿರಣ್, ಚಂದ್ರಪ್ಪ, ರಾಜು ಮತ್ತಿತರರು ಭಾಗವಹಿಸಿದ್ದರು.	[84, 1234, 339, 1260]
nakshatra-label: ನಕ್ಷತ್ರ	[215, 557, 227, 565]
